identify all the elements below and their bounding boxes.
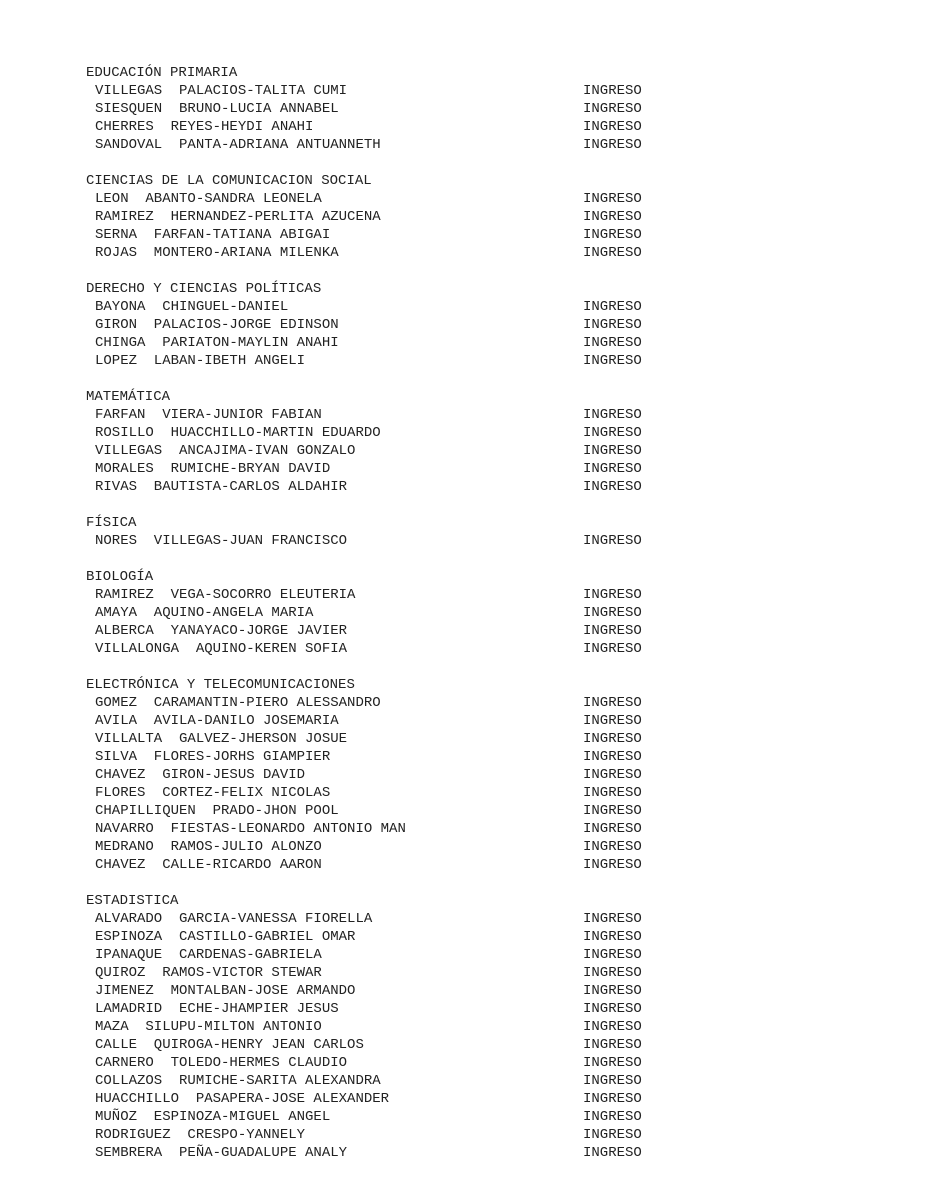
- program-title: MATEMÁTICA: [86, 389, 171, 405]
- admission-status: INGRESO: [583, 1001, 642, 1017]
- student-name: SEMBRERA PEÑA-GUADALUPE ANALY: [95, 1145, 348, 1161]
- student-row: [86, 586, 686, 604]
- program-title: CIENCIAS DE LA COMUNICACION SOCIAL: [86, 173, 372, 189]
- student-name: CARNERO TOLEDO-HERMES CLAUDIO: [95, 1055, 348, 1071]
- student-name: CHAVEZ GIRON-JESUS DAVID: [95, 767, 306, 783]
- student-name: RIVAS BAUTISTA-CARLOS ALDAHIR: [95, 479, 348, 495]
- student-row: [86, 964, 686, 982]
- student-row: [86, 532, 686, 550]
- student-row: [86, 1000, 686, 1018]
- admission-status: INGRESO: [583, 821, 642, 837]
- student-row: [86, 1054, 686, 1072]
- admission-status: INGRESO: [583, 641, 642, 657]
- student-name: ROSILLO HUACCHILLO-MARTIN EDUARDO: [95, 425, 381, 441]
- student-name: CHINGA PARIATON-MAYLIN ANAHI: [95, 335, 339, 351]
- student-row: [86, 118, 686, 136]
- admission-status: INGRESO: [583, 623, 642, 639]
- student-row: [86, 226, 686, 244]
- student-name: CHERRES REYES-HEYDI ANAHI: [95, 119, 314, 135]
- student-name: VILLALONGA AQUINO-KEREN SOFIA: [95, 641, 348, 657]
- student-row: [86, 640, 686, 658]
- student-name: MORALES RUMICHE-BRYAN DAVID: [95, 461, 331, 477]
- program-title: ELECTRÓNICA Y TELECOMUNICACIONES: [86, 677, 355, 693]
- admission-status: INGRESO: [583, 1055, 642, 1071]
- student-name: LAMADRID ECHE-JHAMPIER JESUS: [95, 1001, 339, 1017]
- student-row: [86, 1108, 686, 1126]
- student-row: [86, 730, 686, 748]
- admission-status: INGRESO: [583, 1109, 642, 1125]
- admission-status: INGRESO: [583, 335, 642, 351]
- student-name: NAVARRO FIESTAS-LEONARDO ANTONIO MAN: [95, 821, 406, 837]
- admission-status: INGRESO: [583, 749, 642, 765]
- student-row: [86, 856, 686, 874]
- student-name: ALBERCA YANAYACO-JORGE JAVIER: [95, 623, 348, 639]
- program-title: BIOLOGÍA: [86, 569, 154, 585]
- student-row: [86, 82, 686, 100]
- student-row: [86, 460, 686, 478]
- program-section: [86, 280, 686, 370]
- student-name: NORES VILLEGAS-JUAN FRANCISCO: [95, 533, 348, 549]
- program-title: ESTADISTICA: [86, 893, 179, 909]
- student-row: [86, 352, 686, 370]
- student-name: FLORES CORTEZ-FELIX NICOLAS: [95, 785, 331, 801]
- student-name: RAMIREZ VEGA-SOCORRO ELEUTERIA: [95, 587, 356, 603]
- student-row: [86, 406, 686, 424]
- student-name: VILLEGAS ANCAJIMA-IVAN GONZALO: [95, 443, 356, 459]
- student-name: GIRON PALACIOS-JORGE EDINSON: [95, 317, 339, 333]
- program-section: [86, 676, 686, 874]
- student-row: [86, 784, 686, 802]
- student-name: AVILA AVILA-DANILO JOSEMARIA: [95, 713, 339, 729]
- admission-status: INGRESO: [583, 119, 642, 135]
- program-title: EDUCACIÓN PRIMARIA: [86, 65, 238, 81]
- admission-status: INGRESO: [583, 245, 642, 261]
- student-row: [86, 100, 686, 118]
- admission-status: INGRESO: [583, 1037, 642, 1053]
- student-name: CHAVEZ CALLE-RICARDO AARON: [95, 857, 322, 873]
- student-name: SILVA FLORES-JORHS GIAMPIER: [95, 749, 331, 765]
- admission-status: INGRESO: [583, 191, 642, 207]
- student-row: [86, 1018, 686, 1036]
- student-name: JIMENEZ MONTALBAN-JOSE ARMANDO: [95, 983, 356, 999]
- student-name: CALLE QUIROGA-HENRY JEAN CARLOS: [95, 1037, 364, 1053]
- student-row: [86, 1036, 686, 1054]
- student-name: ROJAS MONTERO-ARIANA MILENKA: [95, 245, 339, 261]
- student-row: [86, 766, 686, 784]
- admission-status: INGRESO: [583, 317, 642, 333]
- admission-status: INGRESO: [583, 101, 642, 117]
- student-row: [86, 748, 686, 766]
- admission-status: INGRESO: [583, 839, 642, 855]
- admission-status: INGRESO: [583, 713, 642, 729]
- student-name: AMAYA AQUINO-ANGELA MARIA: [95, 605, 314, 621]
- student-row: [86, 838, 686, 856]
- student-row: [86, 694, 686, 712]
- student-row: [86, 316, 686, 334]
- student-name: MEDRANO RAMOS-JULIO ALONZO: [95, 839, 322, 855]
- admission-status: INGRESO: [583, 83, 642, 99]
- student-name: CHAPILLIQUEN PRADO-JHON POOL: [95, 803, 339, 819]
- admission-status: INGRESO: [583, 767, 642, 783]
- student-row: [86, 1090, 686, 1108]
- student-name: BAYONA CHINGUEL-DANIEL: [95, 299, 289, 315]
- student-name: HUACCHILLO PASAPERA-JOSE ALEXANDER: [95, 1091, 390, 1107]
- student-row: [86, 1126, 686, 1144]
- student-name: COLLAZOS RUMICHE-SARITA ALEXANDRA: [95, 1073, 381, 1089]
- student-row: [86, 946, 686, 964]
- student-name: IPANAQUE CARDENAS-GABRIELA: [95, 947, 322, 963]
- admission-status: INGRESO: [583, 479, 642, 495]
- program-section: [86, 568, 686, 658]
- student-row: [86, 190, 686, 208]
- student-name: QUIROZ RAMOS-VICTOR STEWAR: [95, 965, 322, 981]
- student-row: [86, 136, 686, 154]
- student-name: SANDOVAL PANTA-ADRIANA ANTUANNETH: [95, 137, 381, 153]
- admission-status: INGRESO: [583, 785, 642, 801]
- admission-status: INGRESO: [583, 461, 642, 477]
- program-section: [86, 64, 686, 154]
- student-name: FARFAN VIERA-JUNIOR FABIAN: [95, 407, 322, 423]
- admission-status: INGRESO: [583, 1073, 642, 1089]
- student-name: LEON ABANTO-SANDRA LEONELA: [95, 191, 322, 207]
- program-section: [86, 892, 686, 1162]
- admission-status: INGRESO: [583, 407, 642, 423]
- student-name: VILLEGAS PALACIOS-TALITA CUMI: [95, 83, 348, 99]
- student-row: [86, 1072, 686, 1090]
- admission-status: INGRESO: [583, 1127, 642, 1143]
- student-name: RAMIREZ HERNANDEZ-PERLITA AZUCENA: [95, 209, 381, 225]
- admission-status: INGRESO: [583, 425, 642, 441]
- program-section: [86, 514, 686, 550]
- student-name: ALVARADO GARCIA-VANESSA FIORELLA: [95, 911, 373, 927]
- student-row: [86, 802, 686, 820]
- admission-status: INGRESO: [583, 929, 642, 945]
- student-name: MUÑOZ ESPINOZA-MIGUEL ANGEL: [95, 1109, 331, 1125]
- student-name: LOPEZ LABAN-IBETH ANGELI: [95, 353, 306, 369]
- student-row: [86, 334, 686, 352]
- program-title: FÍSICA: [86, 515, 137, 531]
- student-name: ESPINOZA CASTILLO-GABRIEL OMAR: [95, 929, 356, 945]
- program-section: [86, 388, 686, 496]
- student-name: VILLALTA GALVEZ-JHERSON JOSUE: [95, 731, 348, 747]
- student-row: [86, 910, 686, 928]
- student-row: [86, 208, 686, 226]
- admission-status: INGRESO: [583, 947, 642, 963]
- student-row: [86, 820, 686, 838]
- admission-status: INGRESO: [583, 353, 642, 369]
- student-row: [86, 928, 686, 946]
- student-row: [86, 712, 686, 730]
- admission-status: INGRESO: [583, 803, 642, 819]
- admission-status: INGRESO: [583, 1091, 642, 1107]
- student-row: [86, 604, 686, 622]
- admission-status: INGRESO: [583, 857, 642, 873]
- admission-status: INGRESO: [583, 731, 642, 747]
- student-row: [86, 1144, 686, 1162]
- admission-status: INGRESO: [583, 209, 642, 225]
- admission-status: INGRESO: [583, 299, 642, 315]
- program-section: [86, 172, 686, 262]
- admission-status: INGRESO: [583, 1145, 642, 1161]
- student-name: SERNA FARFAN-TATIANA ABIGAI: [95, 227, 331, 243]
- admission-status: INGRESO: [583, 227, 642, 243]
- student-name: RODRIGUEZ CRESPO-YANNELY: [95, 1127, 306, 1143]
- results-document: [86, 64, 686, 1180]
- admission-status: INGRESO: [583, 965, 642, 981]
- admission-status: INGRESO: [583, 605, 642, 621]
- admission-status: INGRESO: [583, 1019, 642, 1035]
- student-row: [86, 982, 686, 1000]
- student-row: [86, 298, 686, 316]
- admission-status: INGRESO: [583, 695, 642, 711]
- student-name: MAZA SILUPU-MILTON ANTONIO: [95, 1019, 322, 1035]
- student-name: GOMEZ CARAMANTIN-PIERO ALESSANDRO: [95, 695, 381, 711]
- student-row: [86, 424, 686, 442]
- student-row: [86, 244, 686, 262]
- admission-status: INGRESO: [583, 587, 642, 603]
- program-title: DERECHO Y CIENCIAS POLÍTICAS: [86, 281, 322, 297]
- admission-status: INGRESO: [583, 911, 642, 927]
- admission-status: INGRESO: [583, 533, 642, 549]
- admission-status: INGRESO: [583, 443, 642, 459]
- student-row: [86, 478, 686, 496]
- student-name: SIESQUEN BRUNO-LUCIA ANNABEL: [95, 101, 339, 117]
- student-row: [86, 622, 686, 640]
- admission-status: INGRESO: [583, 137, 642, 153]
- admission-status: INGRESO: [583, 983, 642, 999]
- student-row: [86, 442, 686, 460]
